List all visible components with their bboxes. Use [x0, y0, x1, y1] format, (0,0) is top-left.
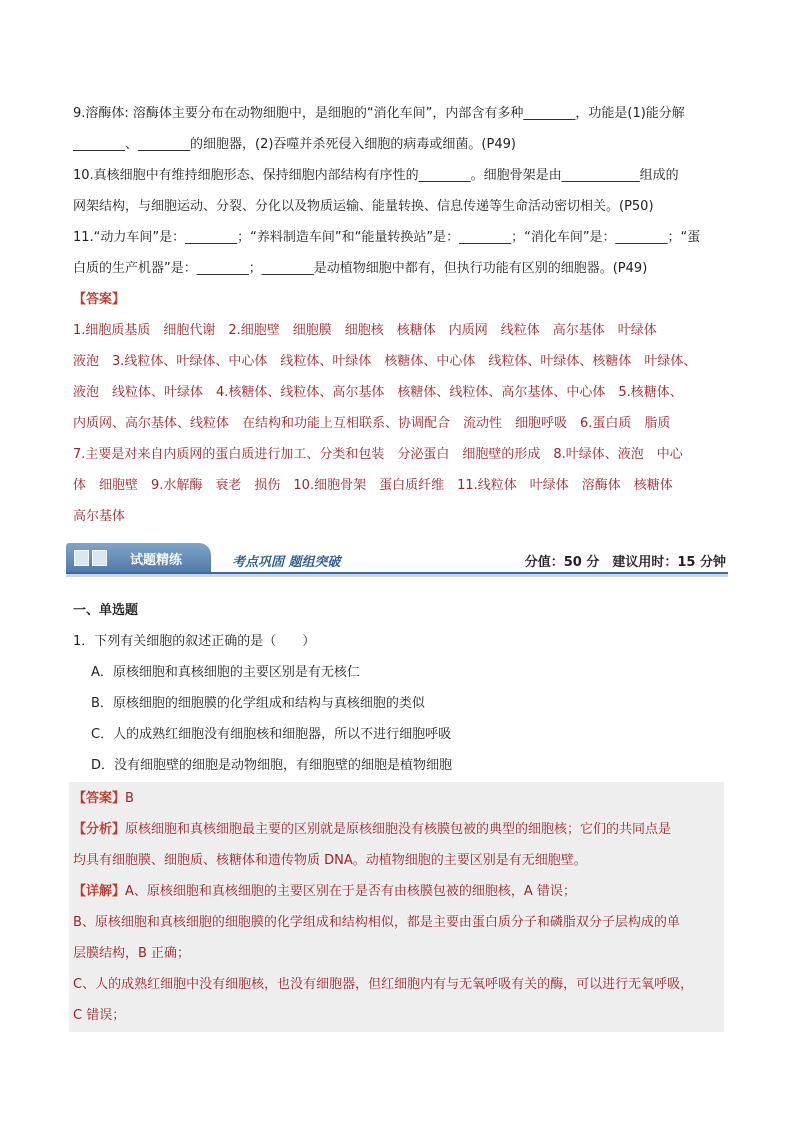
option-a: A．原核细胞和真核细胞的主要区别是有无核仁 — [91, 665, 360, 680]
answer-line: 1.细胞质基质 细胞代谢 2.细胞壁 细胞膜 细胞核 核糖体 内质网 线粒体 高尔基体 叶绿体 — [73, 323, 657, 338]
answer-block — [73, 284, 723, 532]
solution-answer-value: B — [125, 791, 134, 806]
banner-tab-title: 试题精练 — [130, 553, 183, 568]
solution-answer-line — [73, 783, 723, 814]
question-stem: 1．下列有关细胞的叙述正确的是（ ） — [73, 634, 316, 649]
answer-line: 高尔基体 — [73, 509, 126, 524]
section-title: 一、单选题 — [73, 603, 139, 618]
answer-line: 液泡 3.线粒体、叶绿体、中心体 线粒体、叶绿体 核糖体、中心体 线粒体、叶绿体、核糖体 叶绿体、 — [73, 354, 697, 369]
option-d: D．没有细胞壁的细胞是动物细胞，有细胞壁的细胞是植物细胞 — [91, 758, 453, 773]
answer-line: 体 细胞壁 9.水解酶 衰老 损伤 10.细胞骨架 蛋白质纤维 11.线粒体 叶绿体 溶酶体 核糖体 — [73, 478, 673, 493]
banner-subtitle: 考点巩固 题组突破 — [232, 555, 341, 570]
option-b: B．原核细胞的细胞膜的化学组成和结构与真核细胞的类似 — [91, 696, 425, 711]
analysis-text: 原核细胞和真核细胞最主要的区别就是原核细胞没有核膜包被的典型的细胞核；它们的共同点是 — [125, 822, 672, 837]
banner-score: 分值：50 分 建议用时：15 分钟 — [524, 555, 726, 570]
detail-text: A、原核细胞和真核细胞的主要区别在于是否有由核膜包被的细胞核，A 错误； — [125, 884, 576, 899]
detail-line: C 错误； — [73, 1008, 126, 1023]
fill-in-line: 10.真核细胞中有维持细胞形态、保持细胞内部结构有序性的________。细胞骨架是由____________组成的 — [73, 168, 679, 183]
analysis-line — [73, 814, 723, 845]
analysis-line: 均具有细胞膜、细胞质、核糖体和遗传物质 DNA。动植物细胞的主要区别是有无细胞壁。 — [73, 853, 587, 868]
answer-line: 内质网、高尔基体、线粒体 在结构和功能上互相联系、协调配合 流动性 细胞呼吸 6.蛋白质 脂质 — [73, 416, 671, 431]
fill-in-line: 9.溶酶体: 溶酶体主要分布在动物细胞中，是细胞的“消化车间”，内部含有多种________，功能是(1)能分解 — [73, 106, 685, 121]
solution-answer-label: 【答案】 — [73, 791, 126, 806]
fill-in-questions — [73, 98, 723, 284]
detail-line: 层膜结构，B 正确； — [73, 946, 191, 961]
fill-in-line: ________、________的细胞器，(2)吞噬并杀死侵入细胞的病毒或细菌。(P49) — [73, 137, 516, 152]
banner-divider-shadow — [66, 574, 728, 577]
fill-in-line: 11.“动力车间”是：________；“养料制造车间”和“能量转换站”是：________；“消化车间”是：________；“蛋 — [73, 230, 701, 245]
question-section — [73, 595, 723, 781]
answer-heading: 【答案】 — [73, 292, 126, 307]
detail-line: B、原核细胞和真核细胞的细胞膜的化学组成和结构相似，都是主要由蛋白质分子和磷脂双分子层构成的单 — [73, 915, 680, 930]
answer-line: 液泡 线粒体、叶绿体 4.核糖体、线粒体、高尔基体 核糖体、线粒体、高尔基体、中心体 5.核糖体、 — [73, 385, 683, 400]
section-banner — [66, 543, 728, 577]
detail-line: C、人的成熟红细胞中没有细胞核，也没有细胞器，但红细胞内有与无氧呼吸有关的酶，可以进行无氧呼吸， — [73, 977, 694, 992]
analysis-label: 【分析】 — [73, 822, 126, 837]
book-icon — [74, 550, 108, 568]
option-c: C．人的成熟红细胞没有细胞核和细胞器，所以不进行细胞呼吸 — [91, 727, 452, 742]
answer-line: 7.主要是对来自内质网的蛋白质进行加工、分类和包装 分泌蛋白 细胞壁的形成 8.叶绿体、液泡 中心 — [73, 447, 683, 462]
solution-block — [73, 783, 723, 1031]
fill-in-line: 白质的生产机器”是：________；________是动植物细胞中都有，但执行功能有区别的细胞器。(P49) — [73, 261, 648, 276]
fill-in-line: 网架结构，与细胞运动、分裂、分化以及物质运输、能量转换、信息传递等生命活动密切相关。(P50) — [73, 199, 654, 214]
detail-line — [73, 876, 723, 907]
detail-label: 【详解】 — [73, 884, 126, 899]
